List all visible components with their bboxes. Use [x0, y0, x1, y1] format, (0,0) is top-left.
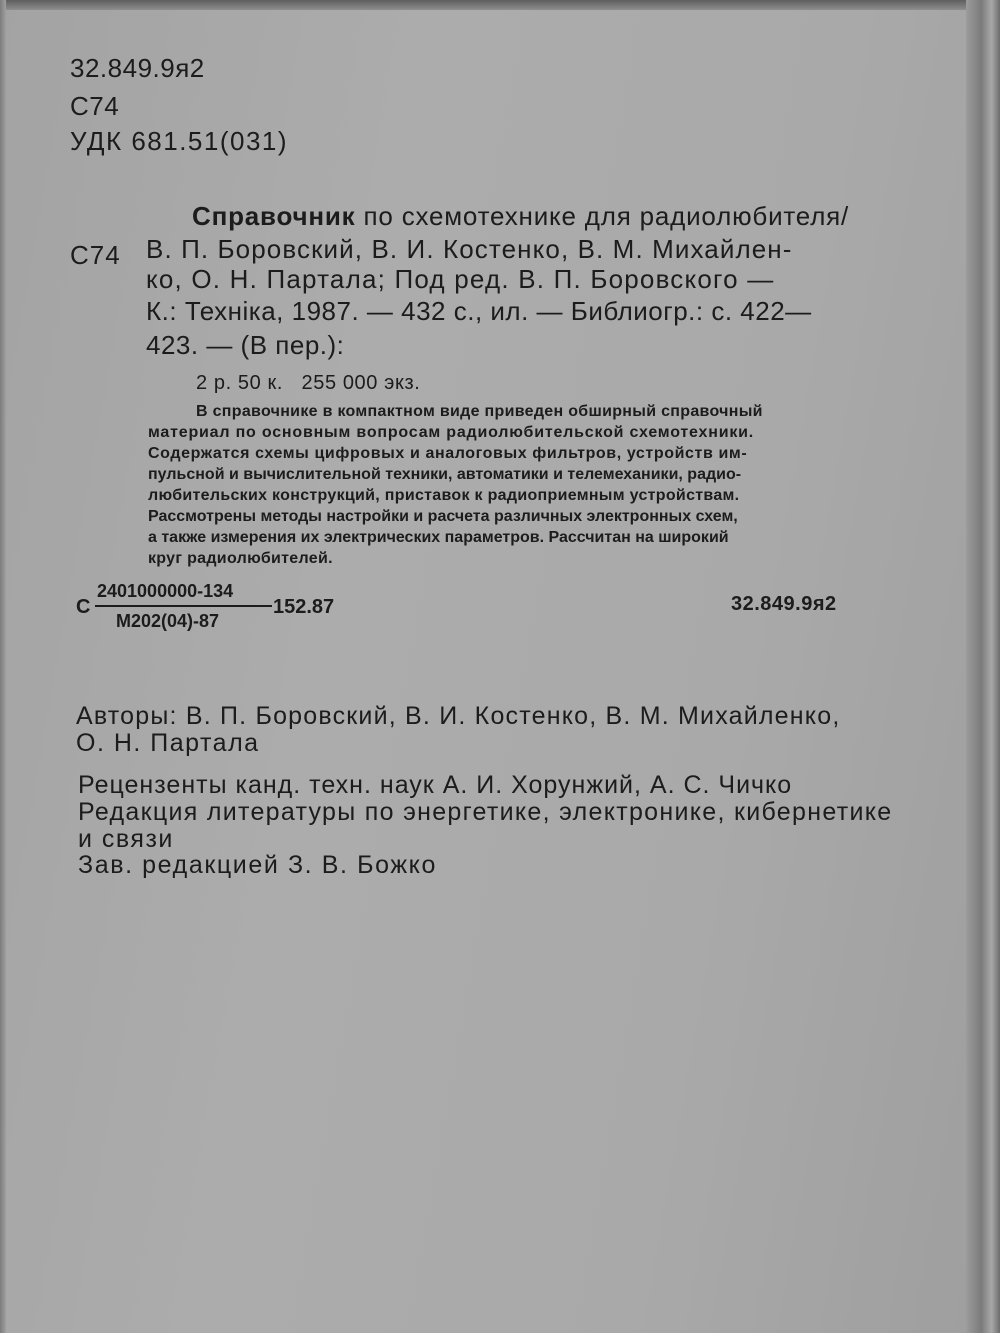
bibliographic-line-3: ко, О. Н. Партала; Под ред. В. П. Боровского —: [146, 264, 775, 294]
editorial-line-2: и связи: [78, 825, 174, 853]
bibliographic-line-4: К.: Техніка, 1987. — 432 с., ил. — Библиогр.: с. 422—: [146, 296, 812, 326]
bibliographic-line-2: В. П. Боровский, В. И. Костенко, В. М. Михайлен-: [146, 234, 793, 264]
page-right-edge: [966, 0, 1000, 1333]
price-and-print-run: 2 р. 50 к. 255 000 экз.: [196, 372, 421, 394]
udk-code: УДК 681.51(031): [70, 126, 289, 156]
annotation-line-6: Рассмотрены методы настройки и расчета различных электронных схем,: [148, 508, 738, 525]
bibliographic-line-5: 423. — (В пер.):: [146, 330, 345, 360]
annotation-line-2: материал по основным вопросам радиолюбительской схемотехники.: [148, 424, 755, 441]
author-mark: С74: [70, 91, 120, 121]
bbk-code: 32.849.9я2: [70, 53, 205, 83]
head-editor: Зав. редакцией З. В. Божко: [78, 851, 437, 879]
editorial-line-1: Редакция литературы по энергетике, электронике, кибернетике: [78, 798, 893, 826]
page-left-edge: [0, 0, 6, 1333]
annotation-line-3: Содержатся схемы цифровых и аналоговых фильтров, устройств им-: [148, 445, 748, 462]
bibliographic-line-1: [192, 203, 849, 229]
catalog-prefix: С: [76, 596, 91, 618]
catalog-numerator: 2401000000-134: [97, 581, 234, 601]
annotation-line-4: пульсной и вычислительной техники, автоматики и телемеханики, радио-: [148, 466, 742, 483]
book-title: Справочник: [192, 201, 356, 231]
catalog-denominator: М202(04)-87: [116, 611, 220, 631]
authors-line-2: О. Н. Партала: [76, 729, 260, 757]
record-author-mark: С74: [70, 240, 121, 270]
annotation-line-1: В справочнике в компактном виде приведен обширный справочный: [196, 403, 763, 420]
authors-line-1: Авторы: В. П. Боровский, В. И. Костенко, В. М. Михайленко,: [76, 702, 841, 730]
annotation-line-7: а также измерения их электрических параметров. Рассчитан на широкий: [148, 529, 729, 546]
catalog-suffix: 152.87: [273, 596, 335, 618]
page-top-edge: [0, 0, 1000, 10]
reviewers: Рецензенты канд. техн. наук А. И. Хорунжий, А. С. Чичко: [78, 771, 793, 799]
catalog-bbk-right: 32.849.9я2: [731, 593, 837, 615]
annotation-line-5: любительских конструкций, приставок к радиоприемным устройствам.: [148, 487, 740, 504]
fraction-line: [95, 605, 272, 607]
annotation-line-8: круг радиолюбителей.: [148, 550, 333, 567]
book-title-rest: по схемотехнике для радиолюбителя/: [363, 201, 850, 231]
